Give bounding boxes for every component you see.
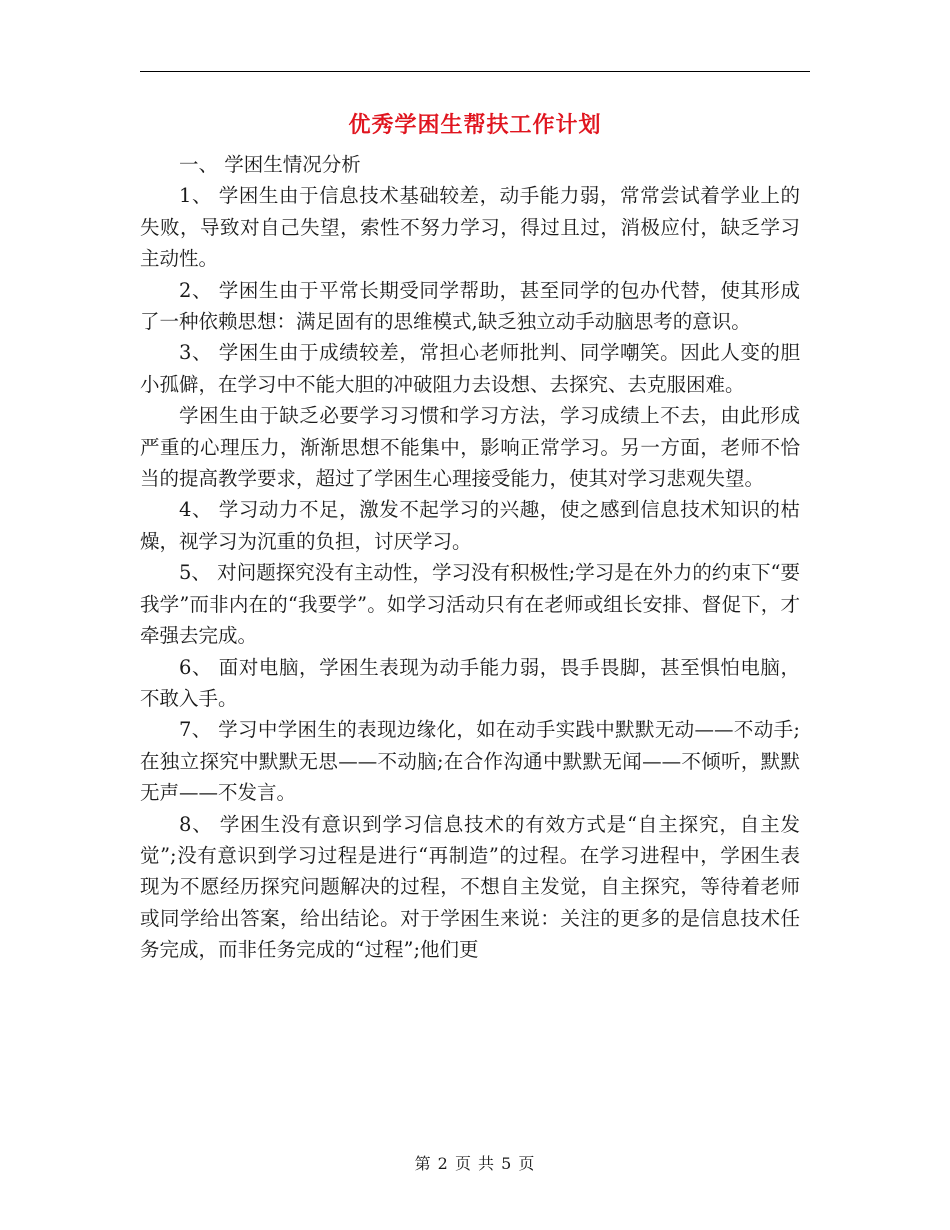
paragraph: 1、 学困生由于信息技术基础较差，动手能力弱，常常尝试着学业上的失败，导致对自己失望，索性不努力学习，得过且过，消极应付，缺乏学习主动性。	[140, 184, 800, 271]
document-title: 优秀学困生帮扶工作计划	[348, 113, 602, 138]
paragraph: 6、 面对电脑，学困生表现为动手能力弱，畏手畏脚，甚至惧怕电脑，不敢入手。	[140, 655, 800, 710]
paragraph: 2、 学困生由于平常长期受同学帮助，甚至同学的包办代替，使其形成了一种依赖思想：满足固有的思维模式,缺乏独立动手动脑思考的意识。	[140, 278, 800, 334]
header-rule	[140, 71, 810, 72]
paragraph: 学困生由于缺乏必要学习习惯和学习方法，学习成绩上不去，由此形成严重的心理压力，渐渐思想不能集中，影响正常学习。另一方面，老师不恰当的提高教学要求，超过了学困生心理接受能力，使其对学习悲观失望。	[140, 404, 800, 491]
paragraph: 3、 学困生由于成绩较差，常担心老师批判、同学嘲笑。因此人变的胆小孤僻，在学习中不能大胆的冲破阻力去设想、去探究、去克服困难。	[140, 341, 800, 396]
page-number: 第 2 页 共 5 页	[414, 1154, 536, 1173]
paragraph: 8、 学困生没有意识到学习信息技术的有效方式是“自主探究，自主发觉”;没有意识到学习过程是进行“再制造”的过程。在学习进程中，学困生表现为不愿经历探究问题解决的过程，不想自主发觉，自主探究，等待着老师或同学给出答案，给出结论。对于学困生来说：关注的更多的是信息技术任务完成，而非任务完成的“过程”;他们更	[140, 812, 800, 962]
document-body	[140, 149, 800, 966]
paragraph: 7、 学习中学困生的表现边缘化，如在动手实践中默默无动——不动手;在独立探究中默默无思——不动脑;在合作沟通中默默无闻——不倾听，默默无声——不发言。	[140, 718, 800, 805]
paragraph: 5、 对问题探究没有主动性，学习没有积极性;学习是在外力的约束下“要我学”而非内在的“我要学”。如学习活动只有在老师或组长安排、督促下，才牵强去完成。	[140, 561, 800, 648]
paragraph: 4、 学习动力不足，激发不起学习的兴趣，使之感到信息技术知识的枯燥，视学习为沉重的负担，讨厌学习。	[140, 498, 800, 553]
section-heading: 一、 学困生情况分析	[179, 153, 361, 176]
